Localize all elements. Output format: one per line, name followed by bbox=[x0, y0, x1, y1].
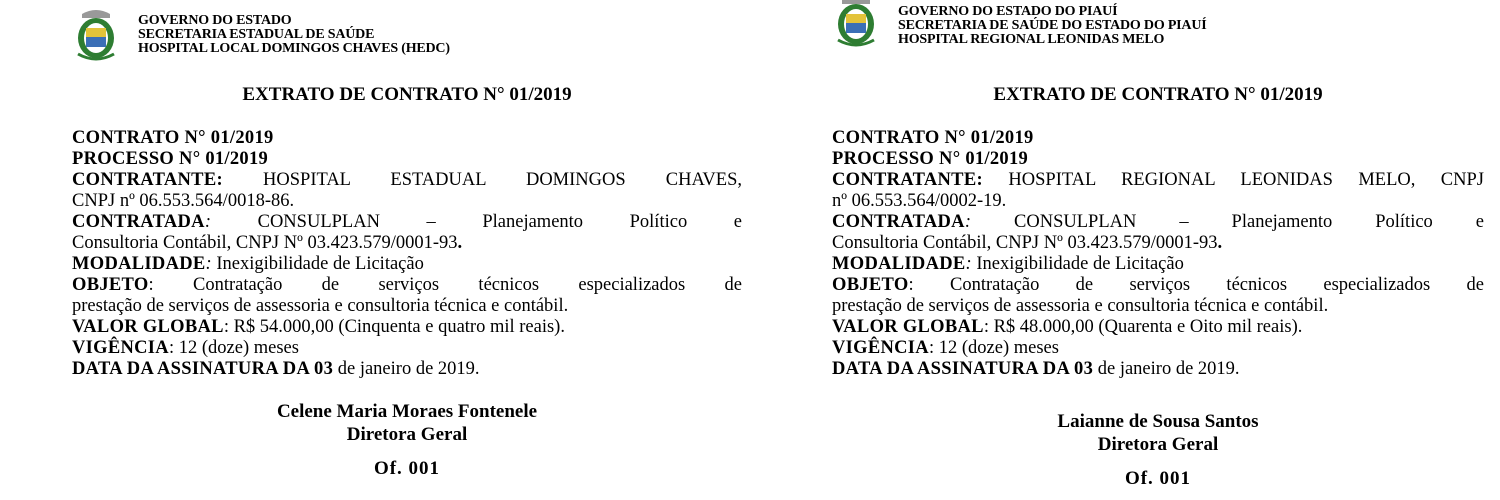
contractor-cnpj: CNPJ nº 06.553.564/0018-86. bbox=[72, 191, 295, 211]
contractor-label: CONTRATANTE: bbox=[832, 170, 983, 190]
global-value: : R$ 48.000,00 (Quarenta e Oito mil reais). bbox=[983, 317, 1303, 337]
global-value: : R$ 54.000,00 (Cinquenta e quatro mil reais). bbox=[223, 317, 565, 337]
office-number: Of. 001 bbox=[373, 458, 441, 479]
letterhead-line-3: HOSPITAL REGIONAL LEONIDAS MELO bbox=[898, 32, 1165, 47]
contracted-label: CONTRATADA bbox=[72, 212, 205, 232]
contract-body: CONTRATO N° 01/2019 PROCESSO N° 01/2019 CONTRATANTE: HOSPITAL ESTADUAL DOMINGOS CHAVES, CNPJ nº 06.553.564/0018-86. CONTRATADA: CONSULPLAN – Planejamento Político e Consultoria Contábil, CNPJ Nº 03.423.579/0001-93. MODALIDADE: Inexigibilidade de Licitação OBJETO: Contratação de serviços técnicos especializados de prestação de serviços de assessoria e consultoria técnica e contábil. VALOR GLOBAL: R$ 54.000,00 (Cinquenta e quatro mil reais). VIGÊNCIA: 12 (doze) meses DATA DA ASSINATURA DA 03 de janeiro de 2019. bbox=[72, 128, 743, 379]
contractor-label: CONTRATANTE: bbox=[72, 170, 223, 190]
letterhead-line-3: HOSPITAL LOCAL DOMINGOS CHAVES (HEDC) bbox=[138, 41, 450, 56]
validity-value: : 12 (doze) meses bbox=[928, 338, 1059, 358]
contract-number: CONTRATO N° 01/2019 bbox=[72, 128, 274, 148]
signer-name: Celene Maria Moraes Fontenele bbox=[276, 401, 538, 422]
modality-label: MODALIDADE bbox=[72, 254, 206, 274]
modality-label: MODALIDADE bbox=[832, 254, 966, 274]
object-text-1: : Contratação de serviços técnicos especializados de bbox=[148, 275, 742, 295]
contracted-cnpj: Consultoria Contábil, CNPJ Nº 03.423.579/0001-93 bbox=[832, 233, 1218, 253]
contract-number: CONTRATO N° 01/2019 bbox=[832, 128, 1034, 148]
validity-label: VIGÊNCIA bbox=[72, 338, 169, 358]
modality-value: Inexigibilidade de Licitação bbox=[216, 254, 424, 274]
process-number: PROCESSO N° 01/2019 bbox=[72, 149, 269, 169]
signature-date-label: DATA DA ASSINATURA DA 03 bbox=[72, 359, 334, 379]
object-label: OBJETO bbox=[72, 275, 149, 295]
modality-value: Inexigibilidade de Licitação bbox=[976, 254, 1184, 274]
contract-extract-left bbox=[72, 0, 742, 480]
signer-role: Diretora Geral bbox=[346, 424, 468, 445]
letterhead-line-1: GOVERNO DO ESTADO DO PIAUÍ bbox=[898, 4, 1118, 19]
signature-date: de janeiro de 2019. bbox=[1097, 359, 1240, 379]
contractor-cnpj: nº 06.553.564/0002-19. bbox=[832, 191, 1007, 211]
signer-role: Diretora Geral bbox=[1097, 434, 1219, 455]
letterhead-line-2: SECRETARIA DE SAÚDE DO ESTADO DO PIAUÍ bbox=[898, 18, 1207, 33]
document-title: EXTRATO DE CONTRATO N° 01/2019 bbox=[242, 84, 572, 105]
letterhead bbox=[832, 0, 1484, 70]
state-coat-of-arms-icon bbox=[832, 0, 880, 50]
validity-label: VIGÊNCIA bbox=[832, 338, 929, 358]
object-label: OBJETO bbox=[832, 275, 909, 295]
letterhead bbox=[72, 0, 742, 70]
global-value-label: VALOR GLOBAL bbox=[832, 317, 984, 337]
object-text-2: prestação de serviços de assessoria e consultoria técnica e contábil. bbox=[72, 296, 569, 316]
signature-date-label: DATA DA ASSINATURA DA 03 bbox=[832, 359, 1094, 379]
contractor-name: HOSPITAL ESTADUAL DOMINGOS CHAVES, bbox=[263, 170, 743, 190]
object-text-1: : Contratação de serviços técnicos especializados de bbox=[908, 275, 1484, 295]
object-text-2: prestação de serviços de assessoria e consultoria técnica e contábil. bbox=[832, 296, 1329, 316]
signature-date: de janeiro de 2019. bbox=[337, 359, 480, 379]
contracted-name: CONSULPLAN – Planejamento Político e bbox=[257, 212, 742, 232]
letterhead-line-2: SECRETARIA ESTADUAL DE SAÚDE bbox=[138, 27, 375, 42]
office-number: Of. 001 bbox=[1124, 468, 1192, 489]
signer-name: Laianne de Sousa Santos bbox=[1057, 411, 1259, 432]
contractor-name: HOSPITAL REGIONAL LEONIDAS MELO, CNPJ bbox=[1008, 170, 1484, 190]
global-value-label: VALOR GLOBAL bbox=[72, 317, 224, 337]
letterhead-line-1: GOVERNO DO ESTADO bbox=[138, 13, 292, 28]
contracted-label: CONTRATADA bbox=[832, 212, 965, 232]
process-number: PROCESSO N° 01/2019 bbox=[832, 149, 1029, 169]
validity-value: : 12 (doze) meses bbox=[168, 338, 299, 358]
state-coat-of-arms-icon bbox=[72, 6, 120, 64]
contracted-cnpj: Consultoria Contábil, CNPJ Nº 03.423.579/0001-93 bbox=[72, 233, 458, 253]
contract-extract-right bbox=[832, 0, 1484, 490]
contract-body: CONTRATO N° 01/2019 PROCESSO N° 01/2019 CONTRATANTE: HOSPITAL REGIONAL LEONIDAS MELO, CNPJ nº 06.553.564/0002-19. CONTRATADA: CONSULPLAN – Planejamento Político e Consultoria Contábil, CNPJ Nº 03.423.579/0001-93. MODALIDADE: Inexigibilidade de Licitação OBJETO: Contratação de serviços técnicos especializados de prestação de serviços de assessoria e consultoria técnica e contábil. VALOR GLOBAL: R$ 48.000,00 (Quarenta e Oito mil reais). VIGÊNCIA: 12 (doze) meses DATA DA ASSINATURA DA 03 de janeiro de 2019. bbox=[832, 128, 1484, 379]
contracted-name: CONSULPLAN – Planejamento Político e bbox=[1014, 212, 1484, 232]
document-title: EXTRATO DE CONTRATO N° 01/2019 bbox=[993, 84, 1323, 105]
